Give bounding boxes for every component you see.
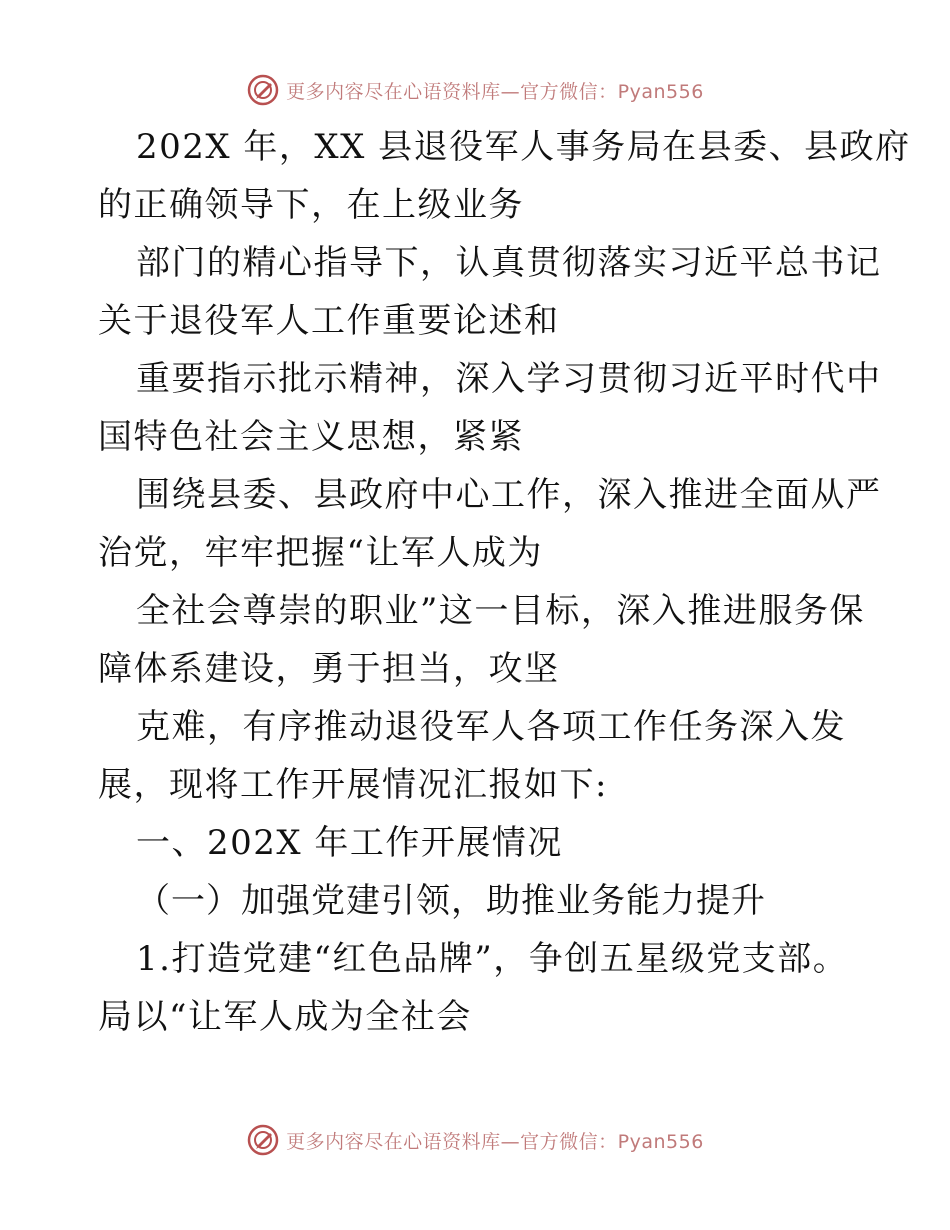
paragraph-line: 展，现将工作开展情况汇报如下: [98, 765, 608, 805]
document-body [98, 118, 911, 1046]
paragraph-line: 国特色社会主义思想，紧紧 [98, 417, 524, 457]
paragraph-line: 围绕县委、县政府中心工作，深入推进全面从严 [136, 475, 882, 515]
paragraph-line: 关于退役军人工作重要论述和 [98, 301, 560, 341]
watermark-footer [0, 1118, 950, 1162]
paragraph-line: 障体系建设，勇于担当，攻坚 [98, 649, 560, 689]
watermark-text: 更多内容尽在心语资料库—官方微信：Pyan556 [286, 1130, 704, 1153]
paragraph-line: 的正确领导下，在上级业务 [98, 185, 524, 225]
item-heading: 1.打造党建“红色品牌”，争创五星级党支部。 [136, 939, 849, 979]
paragraph-line: 全社会尊崇的职业”这一目标，深入推进服务保 [136, 591, 865, 631]
paragraph-line: 治党，牢牢把握“让军人成为 [98, 533, 543, 573]
watermark-text: 更多内容尽在心语资料库—官方微信：Pyan556 [286, 80, 704, 103]
paragraph-line: 部门的精心指导下，认真贯彻落实习近平总书记 [136, 243, 882, 283]
paragraph-line: 克难，有序推动退役军人各项工作任务深入发 [136, 707, 846, 747]
subsection-heading: （一）加强党建引领，助推业务能力提升 [136, 881, 766, 921]
section-heading: 一、202X 年工作开展情况 [136, 823, 563, 863]
paragraph-line: 重要指示批示精神，深入学习贯彻习近平时代中 [136, 359, 882, 399]
paragraph-line: 局以“让军人成为全社会 [98, 997, 472, 1037]
watermark-header [0, 68, 950, 112]
paragraph-line: 202X 年，XX 县退役军人事务局在县委、县政府 [136, 127, 911, 167]
logo-icon [246, 73, 280, 107]
logo-icon [246, 1123, 280, 1157]
